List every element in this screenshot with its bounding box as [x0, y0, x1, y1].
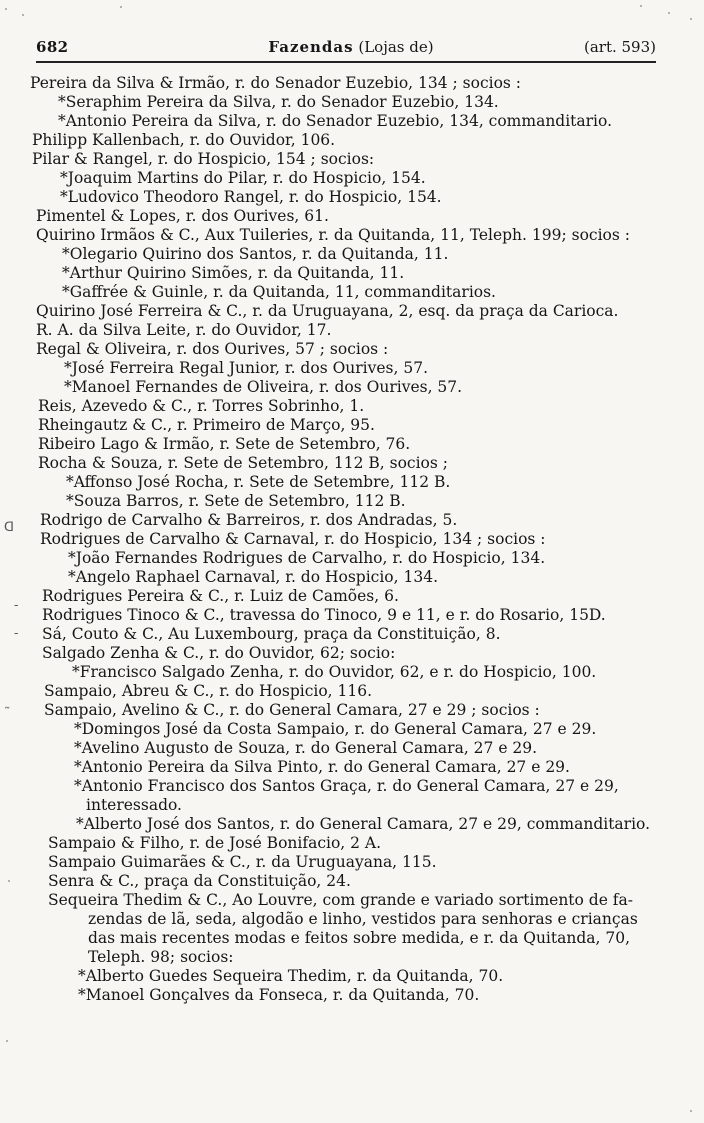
directory-entry: Sampaio, Avelino & C., r. do General Camara, 27 e 29 ; socios :: [44, 701, 540, 719]
directory-entry: Rocha & Souza, r. Sete de Setembro, 112 B, socios ;: [38, 454, 448, 472]
scan-speckle: [8, 880, 10, 882]
scan-speckle: [6, 1040, 8, 1042]
directory-entry: *Manoel Gonçalves da Fonseca, r. da Quitanda, 70.: [78, 986, 480, 1004]
directory-entry: Reis, Azevedo & C., r. Torres Sobrinho, 1.: [38, 397, 365, 415]
directory-entry: *Antonio Pereira da Silva Pinto, r. do General Camara, 27 e 29.: [74, 758, 570, 776]
header-rule: [36, 61, 656, 63]
section-title-sub: (Lojas de): [358, 38, 434, 56]
directory-entry: Rheingautz & C., r. Primeiro de Março, 95.: [38, 416, 375, 434]
directory-entry: Senra & C., praça da Constituição, 24.: [48, 872, 351, 890]
directory-entry: *Avelino Augusto de Souza, r. do General Camara, 27 e 29.: [74, 739, 538, 757]
directory-entry: zendas de lã, seda, algodão e linho, vestidos para senhoras e crianças: [88, 910, 638, 928]
directory-entry: Rodrigues Tinoco & C., travessa do Tinoco, 9 e 11, e r. do Rosario, 15D.: [42, 606, 606, 624]
directory-entry: *Manoel Fernandes de Oliveira, r. dos Ourives, 57.: [64, 378, 463, 396]
directory-entry: *Antonio Pereira da Silva, r. do Senador Euzebio, 134, commanditario.: [58, 112, 613, 130]
scan-speckle: [5, 8, 7, 10]
directory-entry: *Alberto José dos Santos, r. do General Camara, 27 e 29, commanditario.: [76, 815, 651, 833]
directory-entry: Rodrigues de Carvalho & Carnaval, r. do Hospicio, 134 ; socios :: [40, 530, 546, 548]
scan-speckle: [22, 14, 24, 16]
directory-entry: *Affonso José Rocha, r. Sete de Setembre, 112 B.: [66, 473, 451, 491]
directory-entry: *Antonio Francisco dos Santos Graça, r. do General Camara, 27 e 29,: [74, 777, 619, 795]
directory-entry: *João Fernandes Rodrigues de Carvalho, r. do Hospicio, 134.: [68, 549, 546, 567]
directory-entry: R. A. da Silva Leite, r. do Ouvidor, 17.: [36, 321, 332, 339]
entry-text: Quirino Irmãos & C., Aux Tuileries, r. da Quitanda, 11, Teleph. 199; socios :: [36, 226, 630, 244]
scan-speckle: [120, 6, 122, 8]
directory-entry: Pilar & Rangel, r. do Hospicio, 154 ; socios:: [32, 150, 375, 168]
directory-entry: Sampaio, Abreu & C., r. do Hospicio, 116.: [44, 682, 373, 700]
directory-entry: *Ludovico Theodoro Rangel, r. do Hospicio, 154.: [60, 188, 442, 206]
section-title-main: Fazendas: [268, 38, 354, 56]
directory-entry: *Seraphim Pereira da Silva, r. do Senador Euzebio, 134.: [58, 93, 499, 111]
directory-entry: Pereira da Silva & Irmão, r. do Senador Euzebio, 134 ; socios :: [30, 74, 522, 92]
section-title: [256, 38, 446, 56]
directory-entry: Sequeira Thedim & C., Ao Louvre, com grande e variado sortimento de fa-: [48, 891, 634, 909]
directory-entry: interessado.: [86, 796, 182, 814]
directory-entry: Regal & Oliveira, r. dos Ourives, 57 ; socios :: [36, 340, 389, 358]
margin-mark: -: [14, 626, 19, 641]
article-reference: (art. 593): [583, 38, 656, 56]
directory-entry: *Gaffrée & Guinle, r. da Quitanda, 11, commanditarios.: [62, 283, 496, 301]
directory-entry: Rodrigues Pereira & C., r. Luiz de Camões, 6.: [42, 587, 399, 605]
margin-mark: ˷: [4, 695, 11, 710]
directory-entry: Salgado Zenha & C., r. do Ouvidor, 62; socio:: [42, 644, 396, 662]
directory-entry: *Domingos José da Costa Sampaio, r. do General Camara, 27 e 29.: [74, 720, 597, 738]
directory-entry: Ribeiro Lago & Irmão, r. Sete de Setembro, 76.: [38, 435, 411, 453]
directory-entry: [36, 226, 630, 245]
directory-entry: Rodrigo de Carvalho & Barreiros, r. dos Andradas, 5.: [40, 511, 458, 529]
page-number: 682: [36, 38, 69, 56]
directory-entry: Sampaio Guimarães & C., r. da Uruguayana, 115.: [48, 853, 437, 871]
scan-speckle: [690, 18, 692, 20]
directory-entry: *Joaquim Martins do Pilar, r. do Hospicio, 154.: [60, 169, 426, 187]
directory-entry: *Souza Barros, r. Sete de Setembro, 112 B.: [66, 492, 406, 510]
scan-speckle: [690, 1110, 692, 1112]
directory-entry: *Olegario Quirino dos Santos, r. da Quitanda, 11.: [62, 245, 449, 263]
directory-entry: *Alberto Guedes Sequeira Thedim, r. da Quitanda, 70.: [78, 967, 504, 985]
running-header: [36, 38, 656, 60]
directory-entry: *José Ferreira Regal Junior, r. dos Ourives, 57.: [64, 359, 429, 377]
directory-entry: *Angelo Raphael Carnaval, r. do Hospicio, 134.: [68, 568, 439, 586]
directory-entry: *Arthur Quirino Simões, r. da Quitanda, 11.: [62, 264, 405, 282]
directory-entry: das mais recentes modas e feitos sobre medida, e r. da Quitanda, 70,: [88, 929, 631, 947]
margin-mark: -: [14, 598, 19, 613]
directory-entry: Sampaio & Filho, r. de José Bonifacio, 2 A.: [48, 834, 382, 852]
margin-mark: ᗡ: [4, 520, 14, 535]
directory-entry: Philipp Kallenbach, r. do Ouvidor, 106.: [32, 131, 336, 149]
directory-entry: *Francisco Salgado Zenha, r. do Ouvidor, 62, e r. do Hospicio, 100.: [72, 663, 597, 681]
directory-entry: Pimentel & Lopes, r. dos Ourives, 61.: [36, 207, 329, 225]
directory-entry: Quirino José Ferreira & C., r. da Uruguayana, 2, esq. da praça da Carioca.: [36, 302, 619, 320]
scan-speckle: [640, 5, 642, 7]
directory-entry: Sá, Couto & C., Au Luxembourg, praça da Constituição, 8.: [42, 625, 501, 643]
directory-entry: Teleph. 98; socios:: [88, 948, 234, 966]
scan-speckle: [668, 12, 670, 14]
